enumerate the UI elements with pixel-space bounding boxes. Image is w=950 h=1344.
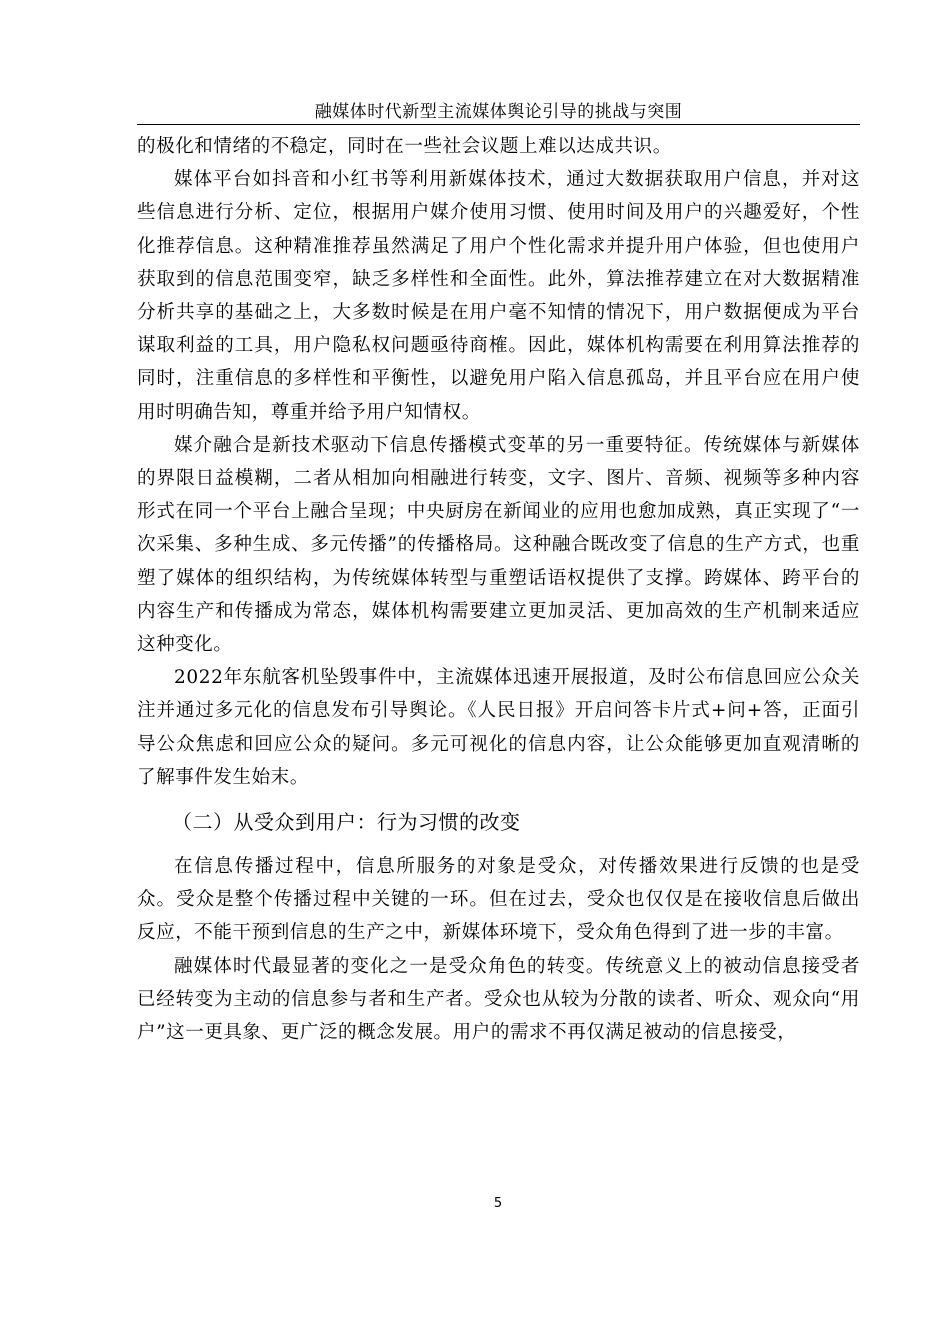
page-number: 5 xyxy=(493,1196,503,1211)
page-body xyxy=(137,130,860,1049)
paragraph-eastern-airlines-case: 2022年东航客机坠毁事件中，主流媒体迅速开展报道，及时公布信息回应公众关注并通过多元化的信息发布引导舆论。《人民日报》开启问答卡片式+问+答，正面引导公众焦虑和回应公众的疑问。多元可视化的信息内容，让公众能够更加直观清晰的了解事件发生始末。 xyxy=(137,667,860,788)
header-rule xyxy=(137,124,860,125)
paragraph-audience-transformation: 融媒体时代最显著的变化之一是受众角色的转变。传统意义上的被动信息接受者已经转变为主动的信息参与者和生产者。受众也从较为分散的读者、听众、观众向“用户”这一更具象、更广泛的概念发展。用户的需求不再仅满足被动的信息接受， xyxy=(137,955,860,1044)
paragraph-algorithm-recommendation: 媒体平台如抖音和小红书等利用新媒体技术，通过大数据获取用户信息，并对这些信息进行分析、定位，根据用户媒介使用习惯、使用时间及用户的兴趣爱好，个性化推荐信息。这种精准推荐虽然满足了用户个性化需求并提升用户体验，但也使用户获取到的信息范围变窄，缺乏多样性和全面性。此外，算法推荐建立在对大数据精准分析共享的基础之上，大多数时候是在用户毫不知情的情况下，用户数据便成为平台谋取利益的工具，用户隐私权问题亟待商榷。因此，媒体机构需要在利用算法推荐的同时，注重信息的多样性和平衡性，以避免用户陷入信息孤岛，并且平台应在用户使用时明确告知，尊重并给予用户知情权。 xyxy=(137,169,860,423)
paragraph-audience-role: 在信息传播过程中，信息所服务的对象是受众，对传播效果进行反馈的也是受众。受众是整个传播过程中关键的一环。但在过去，受众也仅仅是在接收信息后做出反应，不能干预到信息的生产之中，新媒体环境下，受众角色得到了进一步的丰富。 xyxy=(137,856,860,944)
paragraph-continued: 的极化和情绪的不稳定，同时在一些社会议题上难以达成共识。 xyxy=(137,136,672,157)
section-heading: （二）从受众到用户：行为习惯的改变 xyxy=(172,810,521,835)
running-header-title: 融媒体时代新型主流媒体舆论引导的挑战与突围 xyxy=(314,102,683,122)
paragraph-media-convergence: 媒介融合是新技术驱动下信息传播模式变革的另一重要特征。传统媒体与新媒体的界限日益模糊，二者从相加向相融进行转变，文字、图片、音频、视频等多种内容形式在同一个平台上融合呈现；中央厨房在新闻业的应用也愈加成熟，真正实现了“一次采集、多种生成、多元传播”的传播格局。这种融合既改变了信息的生产方式，也重塑了媒体的组织结构，为传统媒体转型与重塑话语权提供了支撑。跨媒体、跨平台的内容生产和传播成为常态，媒体机构需要建立更加灵活、更加高效的生产机制来适应这种变化。 xyxy=(137,434,860,656)
